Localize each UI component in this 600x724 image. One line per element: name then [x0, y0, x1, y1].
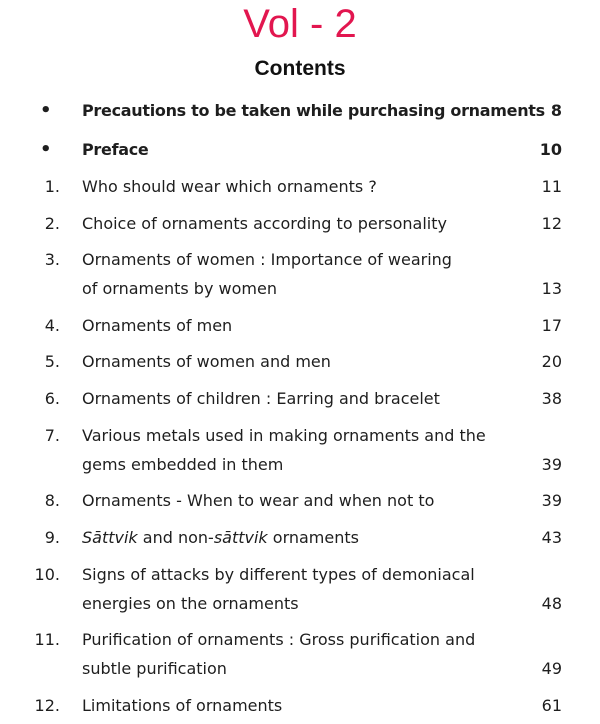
toc-entry-number: 12. [34, 696, 60, 715]
toc-entry-page: 48 [541, 594, 562, 613]
title-part: ornaments [267, 528, 359, 547]
title-part: Sāttvik [82, 528, 138, 547]
toc-entry-number: 4. [44, 316, 60, 335]
toc-entry-page: 12 [541, 214, 562, 233]
toc-entry-page: 20 [541, 352, 562, 371]
toc-entry-page: 11 [541, 177, 562, 196]
toc-entry-page: 39 [541, 491, 562, 510]
title-part: and non- [137, 528, 214, 547]
toc-entry-title: Ornaments of men [82, 316, 233, 335]
toc-entry-page: 43 [541, 528, 562, 547]
toc-entry-page: 61 [541, 696, 562, 715]
toc-entry-page: 17 [541, 316, 562, 335]
toc-entry-number: 7. [44, 426, 60, 445]
toc-entry-title: Limitations of ornaments [82, 696, 283, 715]
toc-entry-title: Precautions to be taken while purchasing ornaments [82, 101, 545, 120]
toc-entry-number: 10. [34, 565, 60, 584]
toc-entry-title-line2: subtle purification [82, 659, 227, 678]
toc-entry-page: 8 [550, 101, 562, 120]
toc-entry-title: Choice of ornaments according to personality [82, 214, 447, 233]
toc-entry-title: Signs of attacks by different types of demoniacal [82, 565, 475, 584]
toc-entry-title: Ornaments - When to wear and when not to [82, 491, 435, 510]
volume-title: Vol - 2 [243, 2, 357, 46]
toc-entry-number: 6. [44, 389, 60, 408]
toc-entry-number: 5. [44, 352, 60, 371]
toc-entry-title: Who should wear which ornaments ? [82, 177, 377, 196]
toc-entry-title-line2: energies on the ornaments [82, 594, 299, 613]
title-part: sāttvik [213, 528, 268, 547]
toc-entry-number: 1. [44, 177, 60, 196]
toc-entry-title: Ornaments of women and men [82, 352, 331, 371]
toc-entry-title-line2: of ornaments by women [82, 279, 277, 298]
toc-entry-title: Ornaments of children : Earring and bracelet [82, 389, 440, 408]
toc-entry-number: 9. [44, 528, 60, 547]
toc-entry-title: Various metals used in making ornaments and the [82, 426, 486, 445]
toc-entry-number: 8. [44, 491, 60, 510]
toc-entry-page: 13 [541, 279, 562, 298]
toc-entry-page: 49 [541, 659, 562, 678]
bullet-marker: • [40, 100, 52, 121]
toc-entry-title [82, 524, 522, 552]
toc-entry-title-line2: gems embedded in them [82, 455, 284, 474]
toc-entry-page: 39 [541, 455, 562, 474]
bullet-marker: • [40, 139, 52, 160]
toc-entry-number: 2. [44, 214, 60, 233]
toc-entry-page: 38 [541, 389, 562, 408]
toc-entry-number: 11. [34, 630, 60, 649]
toc-entry-title: Ornaments of women : Importance of wearing [82, 250, 452, 269]
toc-entry-title: Preface [82, 140, 149, 159]
contents-heading: Contents [254, 57, 346, 80]
toc-entry-page: 10 [539, 140, 562, 159]
toc-entry-title: Purification of ornaments : Gross purification and [82, 630, 476, 649]
toc-entry-number: 3. [44, 250, 60, 269]
